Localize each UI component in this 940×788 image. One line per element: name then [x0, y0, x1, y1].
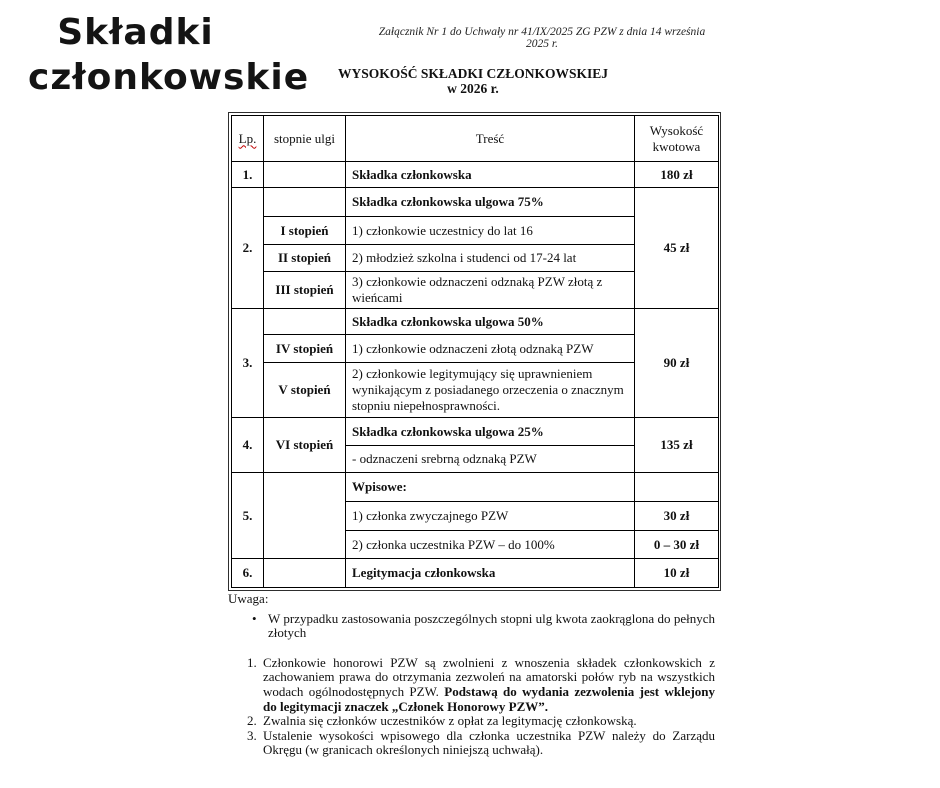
table-header-row: [232, 116, 719, 162]
notes-bullet-text: W przypadku zastosowania poszczególnych stopni ulg kwota zaokrąglona do pełnych złotych: [268, 610, 715, 641]
row5-lp: 5.: [232, 473, 264, 559]
handwritten-title-line1: Składki: [57, 12, 214, 53]
header-wysokosc: Wysokość kwotowa: [635, 116, 719, 162]
row2-heading: Składka członkowska ulgowa 75%: [346, 188, 635, 217]
row2-sub3-tresc: 3) członkowie odznaczeni odznaką PZW złotą z wieńcami: [346, 272, 635, 309]
header-lp: [232, 116, 264, 162]
row4-stopien: VI stopień: [264, 418, 346, 473]
list-item: [228, 656, 715, 714]
row2-sub2-stopien: II stopień: [264, 245, 346, 272]
item1-normal-text: Członkowie honorowi PZW są zwolnieni z wnoszenia składek członkowskich z zachowaniem prawa do otrzymania zezwoleń na amatorski połów ryb na wszystkich wodach ogólnodostępnych PZW.: [263, 654, 715, 699]
fees-table-wrapper: [228, 112, 721, 591]
row5-stopien-empty: [264, 473, 346, 559]
row5-heading: Wpisowe:: [346, 473, 635, 502]
row3-stopien-empty: [264, 309, 346, 335]
notes-section: [228, 592, 715, 758]
row2-stopien-empty: [264, 188, 346, 217]
row5-amount-empty: [635, 473, 719, 502]
attachment-note: Załącznik Nr 1 do Uchwały nr 41/IX/2025 ZG PZW z dnia 14 września 2025 r.: [378, 26, 706, 50]
header-tresc: Treść: [346, 116, 635, 162]
notes-numbered-list: [228, 656, 715, 758]
document-title-line1: WYSOKOŚĆ SKŁADKI CZŁONKOWSKIEJ: [337, 66, 609, 81]
list-item-text: [263, 656, 715, 714]
row4-sub-tresc: - odznaczeni srebrną odznaką PZW: [346, 446, 635, 473]
list-item-number: 3.: [247, 727, 257, 743]
row2-sub2-tresc: 2) młodzież szkolna i studenci od 17-24 lat: [346, 245, 635, 272]
row2-lp: 2.: [232, 188, 264, 309]
row6-stopien-empty: [264, 559, 346, 588]
list-item-text: Zwalnia się członków uczestników z opłat za legitymację członkowską.: [263, 713, 637, 729]
row3-sub2-tresc: 2) członkowie legitymujący się uprawnieniem wynikającym z posiadanego orzeczenia o znacznym stopniu niepełnosprawności.: [346, 363, 635, 418]
row2-sub1-stopien: I stopień: [264, 217, 346, 245]
row4-lp: 4.: [232, 418, 264, 473]
row5-sub2-amount: 0 – 30 zł: [635, 531, 719, 559]
row5-sub1-amount: 30 zł: [635, 502, 719, 531]
row2-amount: 45 zł: [635, 188, 719, 309]
bullet-icon: •: [252, 610, 257, 626]
list-item: [228, 729, 715, 758]
table-row-1: [232, 162, 719, 188]
row1-tresc: Składka członkowska: [346, 162, 635, 188]
row1-lp: 1.: [232, 162, 264, 188]
row2-sub1-tresc: 1) członkowie uczestnicy do lat 16: [346, 217, 635, 245]
row4-amount: 135 zł: [635, 418, 719, 473]
row1-stopien-empty: [264, 162, 346, 188]
row3-sub1-stopien: IV stopień: [264, 335, 346, 363]
header-lp-label: Lp.: [238, 130, 257, 146]
row3-sub1-tresc: 1) członkowie odznaczeni złotą odznaką PZW: [346, 335, 635, 363]
list-item: [228, 714, 715, 729]
row1-amount: 180 zł: [635, 162, 719, 188]
row6-tresc: Legitymacja członkowska: [346, 559, 635, 588]
fees-table: [231, 115, 719, 588]
row3-sub2-stopien: V stopień: [264, 363, 346, 418]
table-row-3a: [232, 309, 719, 335]
table-row-6: [232, 559, 719, 588]
list-item-number: 1.: [247, 654, 257, 670]
handwritten-title-line2: członkowskie: [28, 57, 310, 98]
row6-amount: 10 zł: [635, 559, 719, 588]
document-title: [228, 66, 718, 96]
notes-label: Uwaga:: [228, 591, 269, 606]
row4-heading: Składka członkowska ulgowa 25%: [346, 418, 635, 446]
table-row-2a: [232, 188, 719, 217]
table-row-4a: [232, 418, 719, 446]
notes-bullet-item: [228, 612, 715, 641]
document-title-line2: w 2026 r.: [447, 81, 499, 96]
list-item-text: Ustalenie wysokości wpisowego dla członka uczestnika PZW należy do Zarządu Okręgu (w granicach określonych niniejszą uchwałą).: [263, 727, 715, 758]
item1-bold-text: Podstawą do wydania zezwolenia jest wklejony do legitymacji znaczek „Członek Honorowy PZW”.: [263, 683, 716, 714]
row6-lp: 6.: [232, 559, 264, 588]
header-stopnie: stopnie ulgi: [264, 116, 346, 162]
row5-sub2-tresc: 2) członka uczestnika PZW – do 100%: [346, 531, 635, 559]
row3-heading: Składka członkowska ulgowa 50%: [346, 309, 635, 335]
row3-lp: 3.: [232, 309, 264, 418]
row2-sub3-stopien: III stopień: [264, 272, 346, 309]
table-row-5a: [232, 473, 719, 502]
row3-amount: 90 zł: [635, 309, 719, 418]
list-item-number: 2.: [247, 713, 257, 729]
row5-sub1-tresc: 1) członka zwyczajnego PZW: [346, 502, 635, 531]
handwritten-title: [28, 10, 310, 100]
